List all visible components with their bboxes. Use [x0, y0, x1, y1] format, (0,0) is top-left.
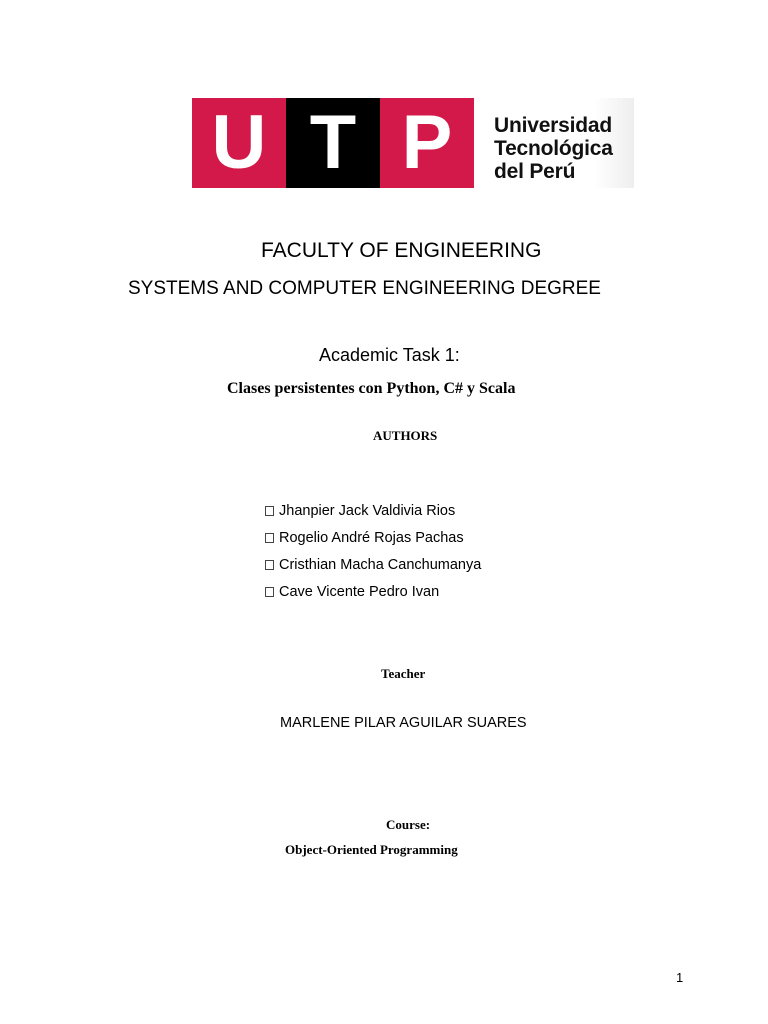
- teacher-heading: Teacher: [381, 666, 426, 681]
- author-name: Cristhian Macha Canchumanya: [279, 557, 482, 573]
- task-title: Academic Task 1:: [319, 345, 460, 365]
- logo-letter-p: P: [401, 100, 453, 185]
- university-name-line-3: del Perú: [494, 160, 576, 183]
- faculty-title: FACULTY OF ENGINEERING: [261, 239, 542, 262]
- author-name: Cave Vicente Pedro Ivan: [279, 584, 440, 600]
- logo-block-p: [380, 98, 474, 188]
- university-name-line-2: Tecnológica: [494, 137, 613, 160]
- author-item: [265, 557, 481, 573]
- course-name: Object-Oriented Programming: [285, 842, 458, 857]
- author-item: [265, 530, 464, 546]
- bullet-icon: [265, 560, 274, 570]
- university-name-line-1: Universidad: [494, 114, 613, 137]
- author-name: Jhanpier Jack Valdivia Rios: [279, 503, 456, 519]
- bullet-icon: [265, 587, 274, 597]
- author-item: [265, 503, 455, 519]
- logo-letter-u: U: [211, 100, 267, 185]
- university-name: [494, 114, 613, 183]
- teacher-name: MARLENE PILAR AGUILAR SUARES: [280, 715, 527, 731]
- logo-block-t: [286, 98, 380, 188]
- bullet-icon: [265, 533, 274, 543]
- logo-block-u: [192, 98, 286, 188]
- degree-title: SYSTEMS AND COMPUTER ENGINEERING DEGREE: [128, 278, 601, 299]
- page-number: 1: [676, 970, 684, 985]
- logo-letter-t: T: [309, 100, 357, 185]
- author-name: Rogelio André Rojas Pachas: [279, 530, 464, 546]
- task-subtitle: Clases persistentes con Python, C# y Scala: [227, 380, 516, 397]
- authors-heading: AUTHORS: [373, 428, 438, 443]
- course-heading: Course:: [386, 817, 431, 832]
- author-item: [265, 584, 439, 600]
- bullet-icon: [265, 506, 274, 516]
- utp-logo: [192, 98, 634, 188]
